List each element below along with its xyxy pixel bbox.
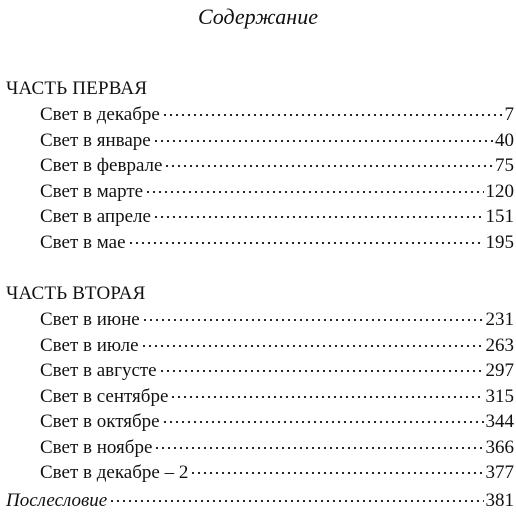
dot-leader	[190, 472, 483, 474]
toc-entry[interactable]	[40, 128, 514, 154]
dot-leader	[128, 242, 484, 244]
part-1-title: ЧАСТЬ ПЕРВАЯ	[6, 78, 148, 99]
dot-leader	[141, 345, 484, 347]
dot-leader	[164, 165, 493, 167]
toc-entry[interactable]	[40, 204, 514, 230]
dot-leader	[153, 140, 493, 142]
toc-entry[interactable]	[40, 409, 514, 435]
toc-entry[interactable]	[40, 179, 514, 205]
toc-entry-page: 120	[485, 180, 514, 202]
toc-entry-page: 195	[485, 231, 514, 253]
dot-leader	[153, 216, 484, 218]
toc-entry-page: 263	[485, 334, 514, 356]
toc-entry[interactable]	[40, 307, 514, 333]
afterword-label: Послесловие	[6, 490, 108, 511]
toc-entry-label: Свет в мае	[40, 231, 126, 253]
toc-entry-label: Свет в марте	[40, 180, 144, 202]
toc-entry[interactable]	[40, 153, 514, 179]
part-2-list	[40, 307, 514, 486]
toc-entry[interactable]	[40, 230, 514, 256]
toc-entry-page: 377	[485, 462, 514, 483]
part-2-title: ЧАСТЬ ВТОРАЯ	[6, 283, 146, 304]
toc-entry-label: Свет в декабре – 2	[40, 462, 189, 483]
toc-entry-label: Свет в октябре	[40, 411, 160, 432]
toc-entry-label: Свет в июне	[40, 309, 140, 330]
page-title: Содержание	[197, 4, 318, 29]
dot-leader	[159, 370, 484, 372]
toc-entry-label: Свет в декабре	[40, 104, 160, 125]
dot-leader	[109, 500, 483, 502]
toc-entry-label: Свет в январе	[40, 129, 151, 151]
part-1-list	[40, 102, 514, 255]
toc-entry[interactable]	[40, 384, 514, 410]
toc-entry-label: Свет в сентябре	[40, 385, 169, 407]
toc-entry[interactable]	[40, 460, 514, 486]
toc-entry-page: 231	[485, 309, 514, 330]
toc-entry-page: 7	[504, 104, 514, 125]
dot-leader	[145, 191, 483, 193]
toc-entry-label: Свет в ноябре	[40, 436, 153, 458]
toc-entry-page: 366	[485, 436, 514, 458]
dot-leader	[142, 319, 484, 321]
toc-entry-label: Свет в апреле	[40, 206, 151, 227]
dot-leader	[162, 114, 503, 116]
toc-entry-afterword[interactable]	[6, 488, 514, 514]
toc-entry-label: Свет в июле	[40, 334, 139, 356]
toc-entry[interactable]	[40, 333, 514, 359]
toc-entry-page: 297	[485, 360, 514, 381]
toc-entry-page: 40	[495, 129, 514, 151]
dot-leader	[170, 396, 483, 398]
toc-entry[interactable]	[40, 435, 514, 461]
toc-entry-label: Свет в августе	[40, 360, 157, 381]
toc-entry-label: Свет в феврале	[40, 155, 163, 176]
toc-entry-page: 344	[485, 411, 514, 432]
toc-entry[interactable]	[40, 358, 514, 384]
toc-entry-page: 151	[485, 206, 514, 227]
toc-entry-page: 315	[485, 385, 514, 407]
toc-entry-page: 75	[495, 155, 514, 176]
afterword-page: 381	[485, 490, 514, 511]
dot-leader	[162, 421, 484, 423]
dot-leader	[154, 447, 483, 449]
toc-entry[interactable]	[40, 102, 514, 128]
